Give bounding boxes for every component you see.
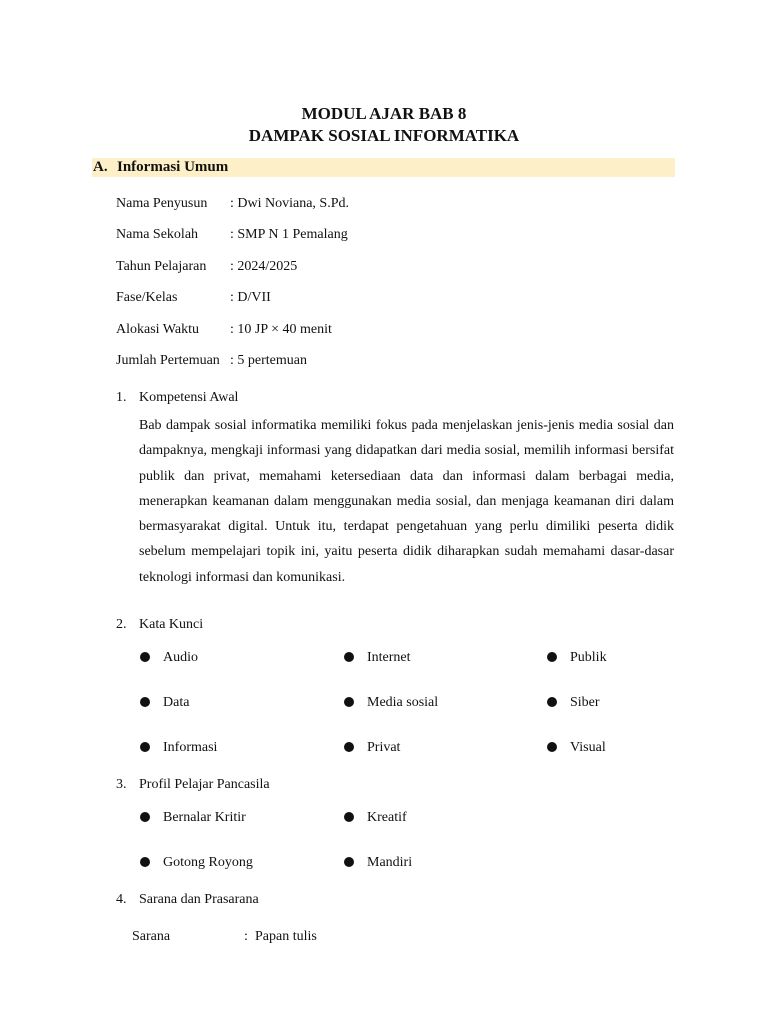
kompetensi-paragraph xyxy=(139,413,674,590)
keyword-item xyxy=(344,649,411,667)
bullet-icon xyxy=(344,697,354,707)
bullet-icon xyxy=(547,697,557,707)
info-row-penyusun xyxy=(116,195,349,213)
keyword-item xyxy=(140,649,198,667)
list-title: Kompetensi Awal xyxy=(139,390,239,405)
keyword-item xyxy=(140,694,189,712)
info-value: : 2024/2025 xyxy=(230,259,298,274)
keyword-item xyxy=(547,739,606,757)
sarana-value: Papan tulis xyxy=(255,929,317,944)
keyword-item xyxy=(547,694,600,712)
section-a-title: Informasi Umum xyxy=(117,159,229,175)
keyword-label: Media sosial xyxy=(367,695,439,710)
bullet-icon xyxy=(344,857,354,867)
profil-item xyxy=(344,854,412,872)
bullet-icon xyxy=(344,652,354,662)
info-row-sekolah xyxy=(116,226,348,244)
bullet-icon xyxy=(140,697,150,707)
profil-label: Kreatif xyxy=(367,810,407,825)
keyword-label: Publik xyxy=(570,650,607,665)
info-value: : SMP N 1 Pemalang xyxy=(230,227,348,242)
info-label: Fase/Kelas xyxy=(116,290,178,305)
bullet-icon xyxy=(140,742,150,752)
keyword-item xyxy=(344,739,400,757)
info-value: : Dwi Noviana, S.Pd. xyxy=(230,196,349,211)
keyword-label: Siber xyxy=(570,695,600,710)
info-value: : 5 pertemuan xyxy=(230,353,307,368)
info-value: : 10 JP × 40 menit xyxy=(230,322,332,337)
info-value: : D/VII xyxy=(230,290,271,305)
section-a-marker: A. xyxy=(93,159,108,175)
list-title: Kata Kunci xyxy=(139,617,204,632)
info-row-pertemuan xyxy=(116,352,307,370)
bullet-icon xyxy=(547,742,557,752)
info-row-alokasi xyxy=(116,321,332,339)
sarana-label: Sarana xyxy=(132,929,171,944)
info-label: Nama Sekolah xyxy=(116,227,199,242)
bullet-icon xyxy=(140,857,150,867)
document-title-line2: DAMPAK SOSIAL INFORMATIKA xyxy=(248,126,520,145)
keyword-item xyxy=(547,649,607,667)
list-number: 2. xyxy=(116,617,127,632)
profil-item xyxy=(140,809,246,827)
kompetensi-text: Bab dampak sosial informatika memiliki fokus pada menjelaskan jenis-jenis media sosial dan dampaknya, mengkaji informasi yang didapatkan dari media sosial, memilih informasi bersifat publik dan privat, memahami ketersediaan data dan informasi dalam berbagai media, menerapkan keamanan dalam menggunakan media sosial, dan menjaga keamanan diri dalam bermasyarakat digital. Untuk itu, terdapat pengetahuan yang perlu dimiliki peserta didik sebelum mempelajari topik ini, yaitu peserta didik diharapkan sudah memahami dasar-dasar teknologi informasi dan komunikasi. xyxy=(139,418,674,585)
bullet-icon xyxy=(344,812,354,822)
profil-label: Mandiri xyxy=(367,855,413,870)
list-number: 3. xyxy=(116,777,127,792)
bullet-icon xyxy=(140,652,150,662)
keyword-item xyxy=(344,694,438,712)
keyword-label: Data xyxy=(163,695,190,710)
profil-label: Bernalar Kritir xyxy=(163,810,246,825)
bullet-icon xyxy=(140,812,150,822)
profil-label: Gotong Royong xyxy=(163,855,253,870)
keyword-label: Visual xyxy=(570,740,606,755)
info-label: Tahun Pelajaran xyxy=(116,259,207,274)
profil-item xyxy=(344,809,407,827)
info-row-tahun xyxy=(116,258,297,276)
sarana-colon: : xyxy=(244,929,248,944)
list-title: Sarana dan Prasarana xyxy=(139,892,259,907)
list-number: 4. xyxy=(116,892,127,907)
keyword-label: Audio xyxy=(163,650,198,665)
info-label: Alokasi Waktu xyxy=(116,322,199,337)
keyword-label: Informasi xyxy=(163,740,218,755)
info-label: Nama Penyusun xyxy=(116,196,208,211)
keyword-label: Privat xyxy=(367,740,401,755)
info-label: Jumlah Pertemuan xyxy=(116,353,220,368)
list-title: Profil Pelajar Pancasila xyxy=(139,777,270,792)
list-number: 1. xyxy=(116,390,127,405)
profil-item xyxy=(140,854,253,872)
info-row-fase xyxy=(116,289,271,307)
keyword-label: Internet xyxy=(367,650,411,665)
bullet-icon xyxy=(344,742,354,752)
keyword-item xyxy=(140,739,217,757)
bullet-icon xyxy=(547,652,557,662)
document-title-line1: MODUL AJAR BAB 8 xyxy=(301,104,467,123)
